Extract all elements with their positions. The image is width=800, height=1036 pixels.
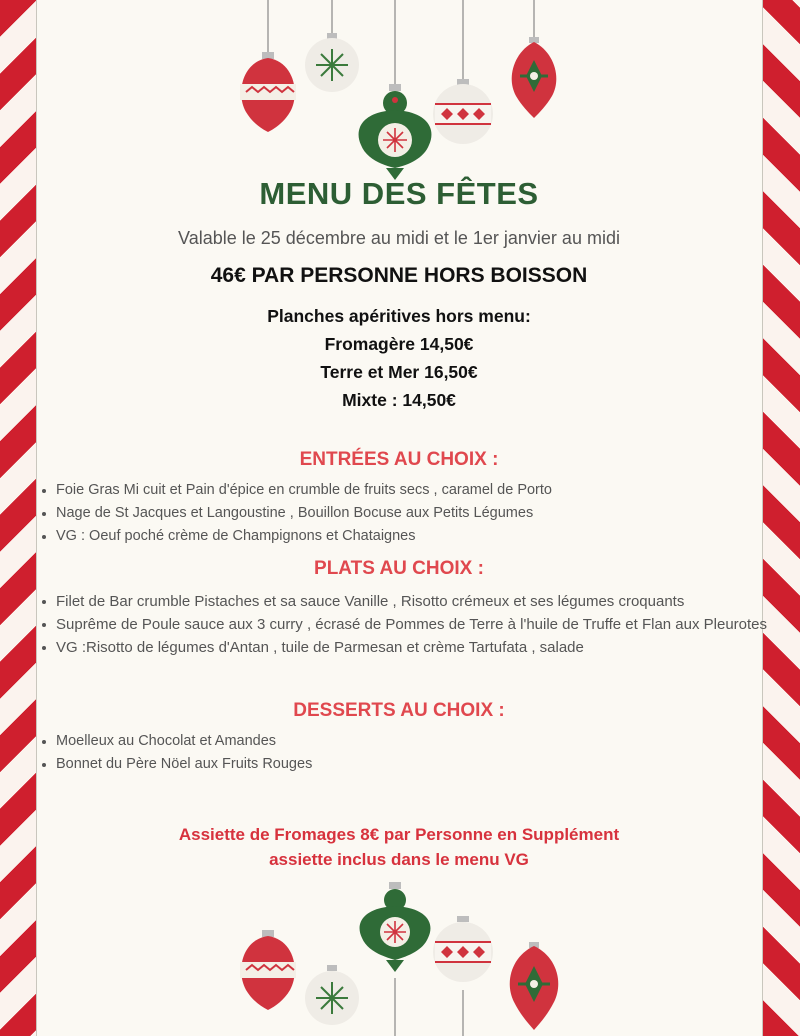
green-bauble-icon	[359, 84, 432, 180]
red-bauble-icon	[240, 930, 296, 1010]
supplement-line-1: Assiette de Fromages 8€ par Personne en Supplément	[178, 825, 620, 844]
desserts-list	[38, 730, 312, 776]
list-item: VG :Risotto de légumes d'Antan , tuile de Parmesan et crème Tartufata , salade	[38, 636, 767, 659]
white-pattern-bauble-icon	[433, 79, 493, 144]
page-title: MENU DES FÊTES	[259, 176, 539, 211]
aperitif-item: Mixte : 14,50€	[342, 390, 456, 410]
list-item: Foie Gras Mi cuit et Pain d'épice en crumble de fruits secs , caramel de Porto	[38, 479, 552, 502]
red-bauble-icon	[240, 52, 296, 132]
plats-heading: PLATS AU CHOIX :	[314, 558, 484, 579]
red-drop-bauble-icon	[510, 942, 559, 1030]
entrees-heading: ENTRÉES AU CHOIX :	[299, 449, 499, 470]
desserts-heading: DESSERTS AU CHOIX :	[293, 700, 505, 721]
entrees-list	[38, 479, 552, 548]
aperitif-item: Terre et Mer 16,50€	[320, 362, 478, 382]
candy-stripe-right-border	[762, 0, 800, 1036]
white-pattern-bauble-icon	[433, 916, 493, 982]
plats-list	[38, 590, 767, 659]
list-item: Suprême de Poule sauce aux 3 curry , écrasé de Pommes de Terre à l'huile de Truffe et Flan aux Pleurotes	[38, 613, 767, 636]
list-item: Bonnet du Père Nöel aux Fruits Rouges	[38, 753, 312, 776]
list-item: Filet de Bar crumble Pistaches et sa sauce Vanille , Risotto crémeux et ses légumes croquants	[38, 590, 767, 613]
aperitif-heading: Planches apéritives hors menu:	[267, 306, 531, 326]
list-item: Nage de St Jacques et Langoustine , Bouillon Bocuse aux Petits Légumes	[38, 502, 552, 525]
white-snowflake-bauble-icon	[305, 965, 359, 1025]
aperitif-item: Fromagère 14,50€	[324, 334, 474, 354]
candy-stripe-left-border	[0, 0, 36, 1036]
list-item: Moelleux au Chocolat et Amandes	[38, 730, 312, 753]
menu-page	[36, 0, 768, 1036]
aperitif-block	[36, 302, 762, 414]
supplement-line-2: assiette inclus dans le menu VG	[269, 850, 529, 869]
supplement-note	[36, 822, 762, 872]
list-item: VG : Oeuf poché crème de Champignons et Chataignes	[38, 525, 552, 548]
price-heading: 46€ PAR PERSONNE HORS BOISSON	[210, 264, 588, 287]
white-snowflake-bauble-icon	[305, 33, 359, 92]
red-drop-bauble-icon	[512, 37, 557, 118]
right-divider-line	[762, 0, 763, 1036]
top-ornaments	[36, 0, 762, 190]
validity-text: Valable le 25 décembre au midi et le 1er janvier au midi	[178, 228, 620, 248]
green-bauble-icon	[360, 882, 431, 972]
bottom-ornaments	[36, 880, 762, 1036]
